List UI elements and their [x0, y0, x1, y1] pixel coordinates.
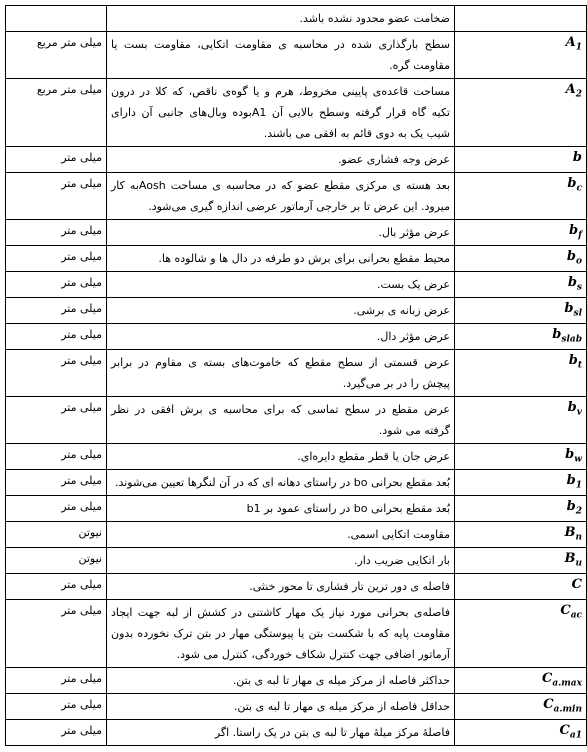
symbol-cell — [455, 147, 587, 173]
unit-cell: میلی متر — [6, 470, 107, 496]
unit-cell: میلی متر — [6, 298, 107, 324]
symbol-base: A — [565, 82, 576, 97]
table-body — [6, 6, 587, 746]
description-cell: بُعد مقطع بحرانی bo در راستای عمود بر b1 — [107, 496, 455, 522]
symbol-subscript: o — [575, 256, 582, 267]
symbol-base: C — [541, 671, 553, 686]
description-cell: بعد هسته ی مرکزی مقطع عضو که در محاسبه ی مساحت Aoshبه کار میرود. این عرض تا بر خارجی آرماتور عرضی اندازه گیری می‌شود. — [107, 173, 455, 220]
table-row — [6, 324, 587, 350]
symbol-cell — [455, 444, 587, 470]
symbol-base: b — [567, 275, 577, 290]
unit-cell: میلی متر — [6, 272, 107, 298]
unit-cell: میلی متر — [6, 350, 107, 397]
unit-cell: میلی متر — [6, 173, 107, 220]
symbol-base: C — [571, 577, 582, 592]
symbol-base: b — [564, 301, 574, 316]
symbol-cell — [455, 324, 587, 350]
description-cell: بُعد مقطع بحرانی bo در راستای دهانه ای که در آن لنگرها تعیین می‌شوند. — [107, 470, 455, 496]
symbol-cell — [455, 220, 587, 246]
symbol-base: C — [560, 603, 571, 618]
unit-cell: میلی متر مربع — [6, 32, 107, 79]
symbol-base: b — [566, 499, 576, 514]
unit-cell — [6, 6, 107, 32]
symbol-base: B — [564, 551, 576, 566]
symbol-subscript: slab — [561, 334, 582, 345]
description-cell: عرض یک بست. — [107, 272, 455, 298]
unit-cell: میلی متر — [6, 444, 107, 470]
symbol-cell — [455, 720, 587, 746]
symbol-base: b — [567, 176, 577, 191]
table-row — [6, 522, 587, 548]
table-row — [6, 397, 587, 444]
symbol-cell — [455, 470, 587, 496]
symbol-subscript: sl — [573, 308, 582, 319]
unit-cell: میلی متر — [6, 668, 107, 694]
table-row — [6, 246, 587, 272]
description-cell: ضخامت عضو محدود نشده باشد. — [107, 6, 455, 32]
description-cell: عرض مقطع در سطح تماسی که برای محاسبه ی برش افقی در نظر گرفته می شود. — [107, 397, 455, 444]
unit-cell: میلی متر — [6, 147, 107, 173]
unit-cell: میلی متر مربع — [6, 79, 107, 147]
symbol-subscript: n — [575, 532, 582, 543]
description-cell: عرض وجه فشاری عضو. — [107, 147, 455, 173]
description-cell: بار اتکایی ضریب دار. — [107, 548, 455, 574]
symbol-base: b — [568, 353, 578, 368]
symbol-base: C — [543, 697, 554, 712]
symbol-subscript: v — [576, 407, 582, 418]
symbol-subscript: a1 — [569, 730, 582, 741]
symbol-base: b — [565, 447, 575, 462]
table-row — [6, 79, 587, 147]
symbol-cell — [455, 173, 587, 220]
unit-cell: میلی متر — [6, 600, 107, 668]
symbol-subscript: ac — [570, 610, 582, 621]
table-row — [6, 220, 587, 246]
symbol-subscript: s — [576, 282, 582, 293]
symbol-subscript: w — [574, 454, 582, 465]
table-row — [6, 668, 587, 694]
symbol-base: b — [569, 223, 579, 238]
unit-cell: میلی متر — [6, 246, 107, 272]
symbol-cell — [455, 600, 587, 668]
description-cell: حداکثر فاصله از مرکز میله ی مهار تا لبه ی بتن. — [107, 668, 455, 694]
table-row — [6, 6, 587, 32]
symbol-subscript: 2 — [575, 506, 582, 517]
symbols-table — [5, 5, 587, 746]
symbol-subscript: f — [578, 230, 582, 241]
table-row — [6, 574, 587, 600]
unit-cell: میلی متر — [6, 574, 107, 600]
unit-cell: نیوتن — [6, 522, 107, 548]
symbol-subscript: 2 — [575, 89, 582, 100]
table-row — [6, 147, 587, 173]
table-row — [6, 470, 587, 496]
symbol-base: b — [566, 473, 576, 488]
table-row — [6, 444, 587, 470]
unit-cell: میلی متر — [6, 496, 107, 522]
description-cell: عرض جان یا قطر مقطع دایره‌ای. — [107, 444, 455, 470]
symbol-subscript: a.max — [552, 678, 582, 689]
symbol-subscript: c — [576, 183, 582, 194]
table-row — [6, 272, 587, 298]
unit-cell: میلی متر — [6, 720, 107, 746]
symbol-cell — [455, 668, 587, 694]
table-row — [6, 694, 587, 720]
symbol-base: A — [565, 35, 576, 50]
table-row — [6, 173, 587, 220]
unit-cell: میلی متر — [6, 220, 107, 246]
table-row — [6, 350, 587, 397]
description-cell: عرض زبانه ی برشی. — [107, 298, 455, 324]
symbol-subscript: 1 — [575, 480, 582, 491]
symbol-cell — [455, 694, 587, 720]
description-cell: مساحت قاعده‌ی پایینی مخروط، هرم و یا گوه‌ی ناقص، که کلا در درون تکیه گاه قرار گرفته وسطح بالایی آن A1بوده وبال‌های جانبی آن دارای شیب یک به دوی قائم به افقی می باشند. — [107, 79, 455, 147]
table-row — [6, 720, 587, 746]
symbol-base: b — [566, 249, 576, 264]
description-cell: عرض قسمتی از سطح مقطع که خاموت‌های بسته ی مقاوم در برابر پیچش را در بر می‌گیرد. — [107, 350, 455, 397]
symbol-cell — [455, 522, 587, 548]
description-cell: عرض مؤثر بال. — [107, 220, 455, 246]
symbol-base: b — [552, 327, 562, 342]
table-row — [6, 548, 587, 574]
symbol-cell — [455, 272, 587, 298]
table-row — [6, 600, 587, 668]
symbol-subscript: u — [575, 558, 582, 569]
symbol-base: b — [572, 150, 582, 165]
description-cell: فاصله ی دور ترین تار فشاری تا محور خنثی. — [107, 574, 455, 600]
description-cell: مقاومت اتکایی اسمی. — [107, 522, 455, 548]
symbol-cell — [455, 246, 587, 272]
symbol-subscript: 1 — [575, 42, 582, 53]
description-cell: سطح بارگذاری شده در محاسبه ی مقاومت اتکایی، مقاومت بست یا مقاومت گره. — [107, 32, 455, 79]
symbol-cell — [455, 397, 587, 444]
symbol-cell — [455, 32, 587, 79]
symbol-cell — [455, 496, 587, 522]
unit-cell: میلی متر — [6, 694, 107, 720]
symbol-subscript: a.min — [553, 704, 582, 715]
description-cell: عرض مؤثر دال. — [107, 324, 455, 350]
symbol-cell — [455, 79, 587, 147]
table-row — [6, 298, 587, 324]
symbol-base: b — [567, 400, 577, 415]
description-cell: محیط مقطع بحرانی برای برش دو طرفه در دال ها و شالوده ها. — [107, 246, 455, 272]
symbol-cell — [455, 298, 587, 324]
symbol-cell — [455, 6, 587, 32]
description-cell: فاصلۀ مرکز میلۀ مهار تا لبه ی بتن در یک راستا. اگر — [107, 720, 455, 746]
symbol-cell — [455, 350, 587, 397]
unit-cell: نیوتن — [6, 548, 107, 574]
symbol-cell — [455, 574, 587, 600]
unit-cell: میلی متر — [6, 397, 107, 444]
unit-cell: میلی متر — [6, 324, 107, 350]
description-cell: حداقل فاصله از مرکز میله ی مهار تا لبه ی بتن. — [107, 694, 455, 720]
table-row — [6, 496, 587, 522]
description-cell: فاصله‌ی بحرانی مورد نیاز یک مهار کاشتنی در کشش از لبه جهت ایجاد مقاومت پایه که با شکست بتن یا پیوستگی مهار در بتن ترک نخورده بدون آرماتور اضافی جهت کنترل شکاف خوردگی، کنترل می شود. — [107, 600, 455, 668]
symbol-subscript: t — [577, 360, 582, 371]
symbol-base: C — [559, 723, 570, 738]
symbol-cell — [455, 548, 587, 574]
table-row — [6, 32, 587, 79]
symbol-base: B — [564, 525, 576, 540]
